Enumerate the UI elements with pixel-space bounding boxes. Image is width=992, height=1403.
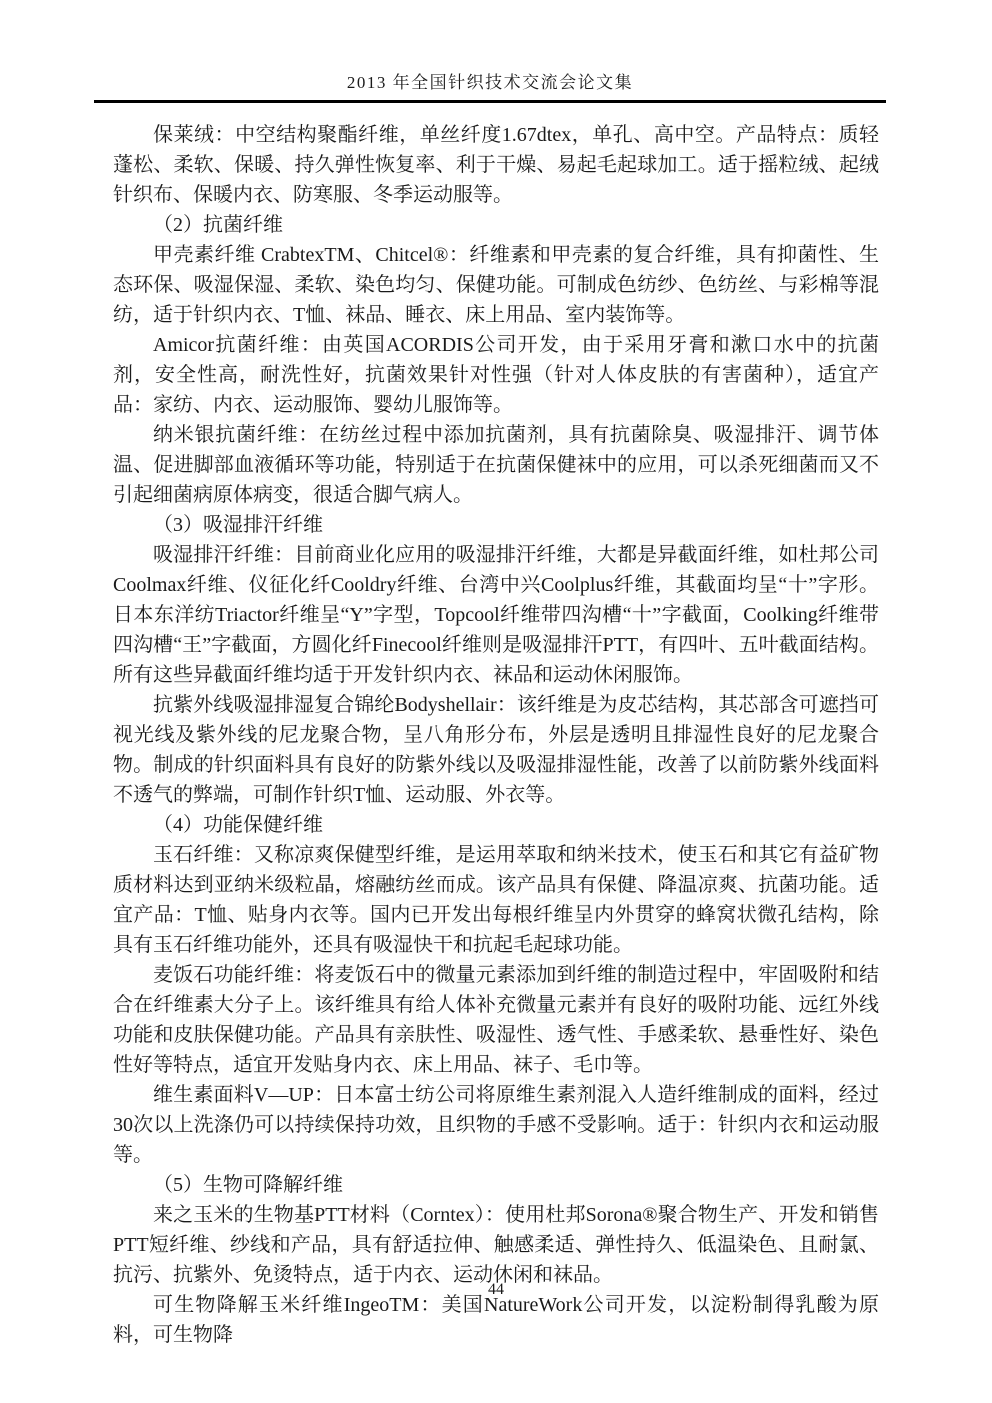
- page-header: [94, 68, 886, 111]
- section-heading: （5）生物可降解纤维: [153, 1174, 343, 1196]
- body-paragraph: Amicor抗菌纤维：由英国ACORDIS公司开发，由于采用牙膏和漱口水中的抗菌剂，安全性高，耐洗性好，抗菌效果针对性强（针对人体皮肤的有害菌种），适宜产品：家纺、内衣、运动服饰、婴幼儿服饰等。: [113, 334, 879, 416]
- header-title: 2013 年全国针织技术交流会论文集: [346, 73, 634, 92]
- section-heading: （2）抗菌纤维: [153, 214, 283, 236]
- page-number: 44: [488, 1281, 504, 1298]
- body-paragraph: 保莱绒：中空结构聚酯纤维，单丝纤度1.67dtex，单孔、高中空。产品特点：质轻蓬松、柔软、保暖、持久弹性恢复率、利于干燥、易起毛起球加工。适于摇粒绒、起绒针织布、保暖内衣、防寒服、冬季运动服等。: [113, 124, 879, 206]
- body-paragraph: 玉石纤维：又称凉爽保健型纤维，是运用萃取和纳米技术，使玉石和其它有益矿物质材料达到亚纳米级粒晶，熔融纺丝而成。该产品具有保健、降温凉爽、抗菌功能。适宜产品：T恤、贴身内衣等。国内已开发出每根纤维呈内外贯穿的蜂窝状微孔结构，除具有玉石纤维功能外，还具有吸湿快干和抗起毛起球功能。: [113, 844, 879, 956]
- section-heading: （3）吸湿排汗纤维: [153, 514, 323, 536]
- body-paragraph: 抗紫外线吸湿排湿复合锦纶Bodyshellair：该纤维是为皮芯结构，其芯部含可遮挡可视光线及紫外线的尼龙聚合物，呈八角形分布，外层是透明且排湿性良好的尼龙聚合物。制成的针织面料具有良好的防紫外线以及吸湿排湿性能，改善了以前防紫外线面料不透气的弊端，可制作针织T恤、运动服、外衣等。: [113, 694, 879, 806]
- body-paragraph: 麦饭石功能纤维：将麦饭石中的微量元素添加到纤维的制造过程中，牢固吸附和结合在纤维素大分子上。该纤维具有给人体补充微量元素并有良好的吸附功能、远红外线功能和皮肤保健功能。产品具有亲肤性、吸湿性、透气性、手感柔软、悬垂性好、染色性好等特点，适宜开发贴身内衣、床上用品、袜子、毛巾等。: [113, 964, 879, 1076]
- body-paragraph: 可生物降解玉米纤维IngeoTM：美国NatureWork公司开发，以淀粉制得乳酸为原料，可生物降: [113, 1294, 879, 1346]
- body-paragraph: 来之玉米的生物基PTT材料（Corntex）：使用杜邦Sorona®聚合物生产、开发和销售PTT短纤维、纱线和产品，具有舒适拉伸、触感柔适、弹性持久、低温染色、且耐氯、抗污、抗紫外、免烫特点，适于内衣、运动休闲和袜品。: [113, 1204, 879, 1286]
- page-footer: [0, 1281, 992, 1299]
- body-paragraph: 纳米银抗菌纤维：在纺丝过程中添加抗菌剂，具有抗菌除臭、吸湿排汗、调节体温、促进脚部血液循环等功能，特别适于在抗菌保健袜中的应用，可以杀死细菌而又不引起细菌病原体病变，很适合脚气病人。: [113, 424, 879, 506]
- body-paragraph: 维生素面料V—UP：日本富士纺公司将原维生素剂混入人造纤维制成的面料，经过30次以上洗涤仍可以持续保持功效，且织物的手感不受影响。适于：针织内衣和运动服等。: [113, 1084, 879, 1166]
- document-body: [113, 120, 879, 1350]
- section-heading: （4）功能保健纤维: [153, 814, 323, 836]
- header-rule: [94, 100, 886, 103]
- body-paragraph: 吸湿排汗纤维：目前商业化应用的吸湿排汗纤维，大都是异截面纤维，如杜邦公司Coolmax纤维、仪征化纤Cooldry纤维、台湾中兴Coolplus纤维，其截面均呈“十”字形。日本东洋纺Triactor纤维呈“Y”字型，Topcool纤维带四沟槽“十”字截面，Coolking纤维带四沟槽“王”字截面，方圆化纤Finecool纤维则是吸湿排汗PTT，有四叶、五叶截面结构。所有这些异截面纤维均适于开发针织内衣、袜品和运动休闲服饰。: [113, 544, 879, 686]
- body-paragraph: 甲壳素纤维 CrabtexTM、Chitcel®：纤维素和甲壳素的复合纤维，具有抑菌性、生态环保、吸湿保湿、柔软、染色均匀、保健功能。可制成色纺纱、色纺丝、与彩棉等混纺，适于针织内衣、T恤、袜品、睡衣、床上用品、室内装饰等。: [113, 244, 879, 326]
